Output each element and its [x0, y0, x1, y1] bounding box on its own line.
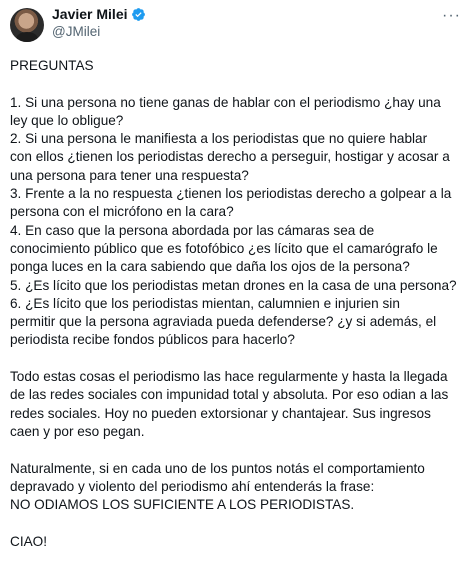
closing-text: CIAO! — [10, 533, 48, 549]
spacer — [10, 75, 465, 93]
paragraph-redes: Todo estas cosas el periodismo las hace regularmente y hasta la llegada de las redes sociales con impunidad total y absoluta. Por eso odian a las redes sociales. Hoy no pueden extorsionar y chantajear. Sus ingresos caen y por eso pegan. — [10, 369, 449, 439]
spacer — [10, 350, 465, 368]
question-3: 3. Frente a la no respuesta ¿tienen los periodistas derecho a golpear a la persona con el micrófono en la cara? — [10, 186, 452, 220]
question-2: 2. Si una persona le manifiesta a los periodistas que no quiere hablar con ellos ¿tienen los periodistas derecho a perseguir, hostigar y acosar a una persona para tener una respuesta? — [10, 131, 450, 183]
paragraph-naturalmente: Naturalmente, si en cada uno de los puntos notás el comportamiento depravado y violento del periodismo ahí entenderás la frase: — [10, 460, 425, 494]
tweet-heading: PREGUNTAS — [10, 58, 94, 73]
name-row — [52, 6, 146, 23]
author-handle[interactable]: @JMilei — [52, 24, 101, 39]
question-4: 4. En caso que la persona abordada por las cámaras sea de conocimiento público que es fotofóbico ¿es lícito que el camarógrafo le ponga luces en la cara sabiendo que daña los ojos de la persona? — [10, 222, 438, 275]
question-1: 1. Si una persona no tiene ganas de hablar con el periodismo ¿hay una ley que lo obligue? — [10, 94, 441, 128]
spacer — [10, 514, 465, 532]
avatar[interactable] — [10, 8, 44, 42]
author-info — [52, 6, 146, 40]
tweet-header — [10, 6, 465, 46]
spacer — [10, 441, 465, 459]
question-6: 6. ¿Es lícito que los periodistas mientan, calumnien e injurien sin permitir que la persona agraviada pueda defenderse? ¿y si además, el periodista recibe fondos públicos para hacerlo? — [10, 295, 437, 348]
verified-badge-icon — [131, 7, 146, 22]
author-display-name[interactable]: Javier Milei — [52, 6, 128, 22]
tweet-text — [10, 57, 465, 551]
paragraph-frase: NO ODIAMOS LOS SUFICIENTE A LOS PERIODISTAS. — [10, 497, 355, 513]
question-5: 5. ¿Es lícito que los periodistas metan drones en la casa de una persona? — [10, 277, 457, 293]
more-horizontal-icon[interactable]: ··· — [442, 7, 461, 24]
